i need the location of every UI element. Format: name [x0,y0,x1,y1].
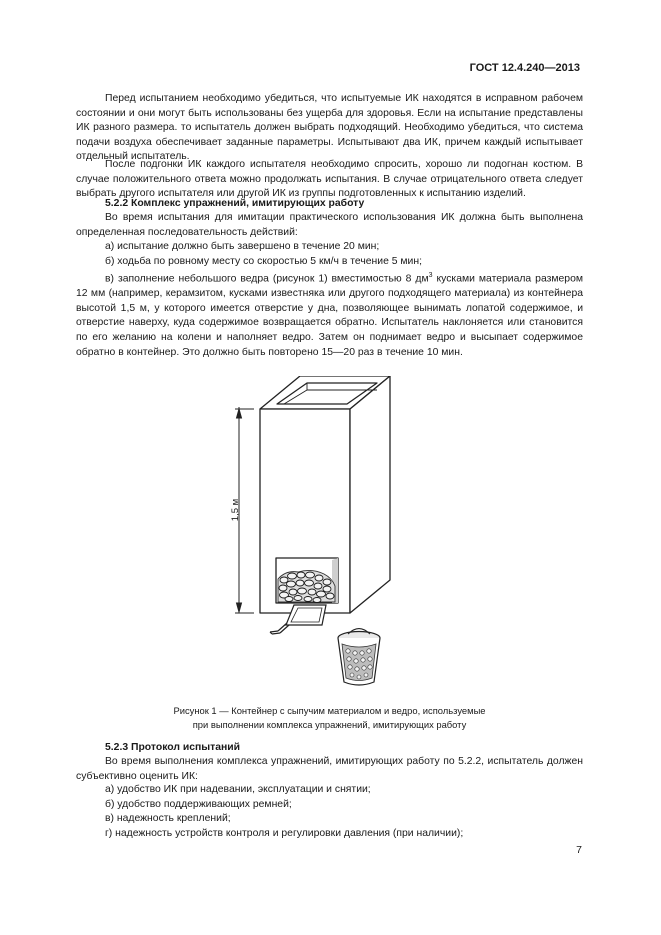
section-522-lead: Во время испытания для имитации практического использования ИК должна быть выполнена определенная последовательность действий: [76,212,583,238]
figure-caption-line1: Рисунок 1 — Контейнер с сыпучим материалом и ведро, используемые [173,705,486,716]
list-item: б) ходьба по ровному месту со скоростью 5 км/ч в течение 5 мин; [105,255,422,267]
page-number: 7 [576,844,582,856]
list-item: а) удобство ИК при надевании, эксплуатации и снятии; [105,784,371,795]
section-523-heading: 5.2.3 Протокол испытаний [105,742,241,753]
list-item-c [76,269,583,360]
item-c-start: в) заполнение небольшого ведра (рисунок 1) вместимостью 8 дм [105,273,429,285]
figure-caption-line2: при выполнении комплекса упражнений, имитирующих работу [192,719,467,730]
list-item: в) надежность креплений; [105,813,231,825]
bulk-material-pile [278,570,335,602]
list-item: а) испытание должно быть завершено в течение 20 мин; [105,241,380,252]
intro-paragraph-2: После подгонки ИК каждого испытателя необходимо спросить, хорошо ли подогнан костюм. В случае положительного ответа можно продолжать испытания. В случае отрицательного ответа следует выбрать другого испытателя или другой ИК из группы подготовленных к испытанию изделий. [76,159,583,199]
container-side-face [350,376,390,613]
section-523-list [76,783,583,841]
bucket-icon [338,629,380,686]
cubic-superscript: 3 [428,272,433,280]
item-c-rest: кусками материала размером 12 мм (например, керамзитом, кусками известняка или другого подходящего материала) из контейнера высотой 1,5 м, у которого имеется отверстие у дна, позволяющее вынимать лопатой содержимое, и отверстие наверху, куда содержимое возвращается обратно. Испытатель наклоняется или становится по его желанию на колени и наполняет ведро. Затем он поднимает ведро и высыпает содержимое обратно в контейнер. Это должно быть повторено 15—20 раз в течение 10 мин. [76,273,583,358]
section-522-heading: 5.2.2 Комплекс упражнений, имитирующих работу [105,198,365,209]
section-522-list [76,240,583,360]
height-label: 1,5 м [230,498,241,522]
list-item: г) надежность устройств контроля и регулировки давления (при наличии); [105,827,464,839]
standard-code-header: ГОСТ 12.4.240—2013 [469,62,580,74]
figure-caption [76,704,583,732]
section-523-lead: Во время выполнения комплекса упражнений, имитирующих работу по 5.2.2, испытатель должен субъективно оценить ИК: [76,756,583,782]
list-item: б) удобство поддерживающих ремней; [105,798,292,810]
figure-container-bucket [228,376,438,694]
intro-paragraph-1: Перед испытанием необходимо убедиться, что испытуемые ИК находятся в исправном рабочем состоянии и они могут быть использованы без ущерба для здоровья. Если на испытание представлены ИК разного размера. то испытатель должен выбрать подходящий. Необходимо убедиться, что система подачи воздуха обеспечивает заданные параметры. Испытывают два ИК, причем каждый испытывает отдельный испытатель. [76,93,583,162]
